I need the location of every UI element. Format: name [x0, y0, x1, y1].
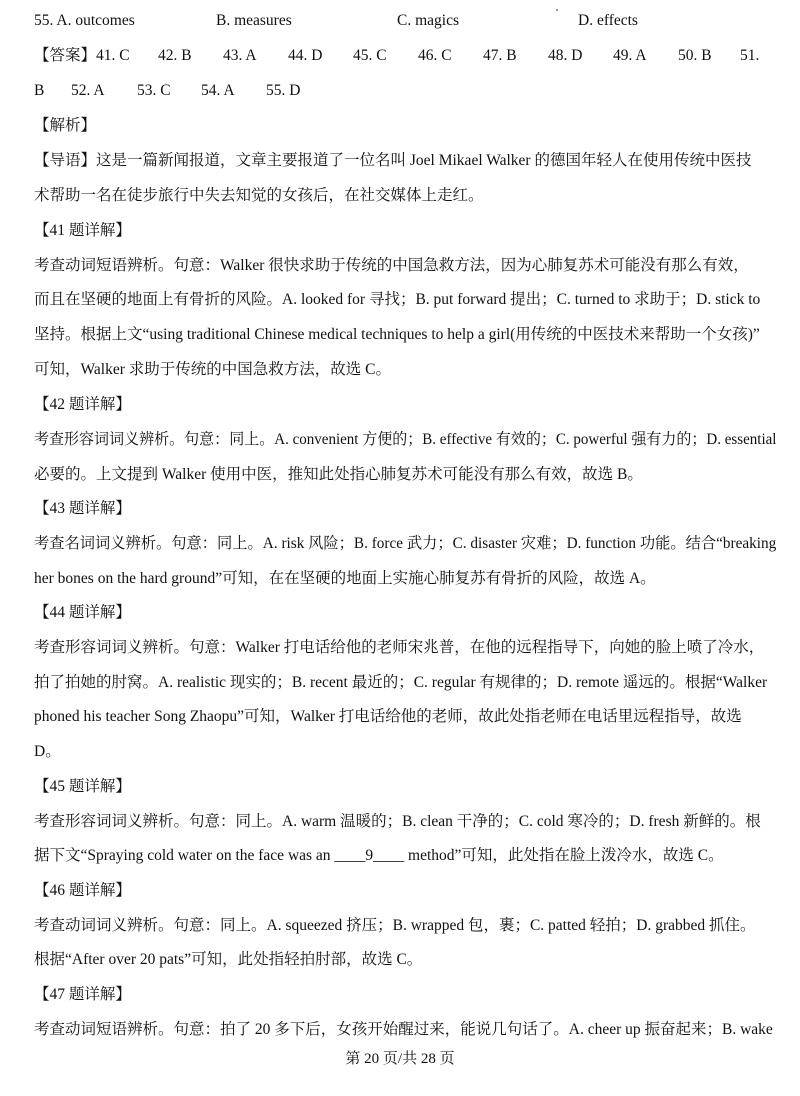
answer-item: 47. B — [483, 47, 517, 64]
answer-item: B — [34, 82, 45, 99]
q45-heading: 【45 题详解】 — [34, 778, 131, 795]
analysis-heading: 【解析】 — [34, 117, 97, 134]
q45-line: 据下文“Spraying cold water on the face was an ____9____ method”可知，此处指在脸上泼冷水，故选 C。 — [34, 847, 724, 864]
q55-option-d: D. effects — [578, 12, 638, 29]
answer-item: 51. — [740, 47, 760, 64]
page-number-footer: 第 20 页/共 28 页 — [345, 1051, 455, 1067]
q41-line: 坚持。根据上文“using traditional Chinese medical techniques to help a girl(用传统的中医技术来帮助一个女孩)” — [34, 326, 760, 343]
guide-line: 【导语】这是一篇新闻报道，文章主要报道了一位名叫 Joel Mikael Walker 的德国年轻人在使用传统中医技 — [34, 152, 752, 169]
answer-item: 42. B — [158, 47, 192, 64]
answer-item: 48. D — [548, 47, 583, 64]
scan-dot — [556, 9, 558, 11]
q42-line: 考查形容词词义辨析。句意：同上。A. convenient 方便的；B. effective 有效的；C. powerful 强有力的；D. essential — [34, 431, 777, 448]
answer-item: 49. A — [613, 47, 647, 64]
q41-heading: 【41 题详解】 — [34, 222, 131, 239]
q43-heading: 【43 题详解】 — [34, 500, 131, 517]
q44-line: D。 — [34, 743, 61, 760]
q46-line: 考查动词词义辨析。句意：同上。A. squeezed 挤压；B. wrapped 包，裹；C. patted 轻拍；D. grabbed 抓住。 — [34, 917, 756, 934]
q41-line: 可知，Walker 求助于传统的中国急救方法，故选 C。 — [34, 361, 391, 378]
q44-line: 考查形容词词义辨析。句意：Walker 打电话给他的老师宋兆普，在他的远程指导下，向她的脸上喷了冷水， — [34, 639, 765, 656]
q43-line: 考查名词词义辨析。句意：同上。A. risk 风险；B. force 武力；C. disaster 灾难；D. function 功能。结合“breaking — [34, 535, 777, 552]
answers-label: 【答案】41. C — [34, 47, 130, 64]
q55-option-a: 55. A. outcomes — [34, 12, 135, 29]
q45-line: 考查形容词词义辨析。句意：同上。A. warm 温暖的；B. clean 干净的；C. cold 寒冷的；D. fresh 新鲜的。根 — [34, 813, 761, 830]
q46-line: 根据“After over 20 pats”可知，此处指轻拍肘部，故选 C。 — [34, 951, 423, 968]
q44-heading: 【44 题详解】 — [34, 604, 131, 621]
guide-line: 术帮助一名在徒步旅行中失去知觉的女孩后，在社交媒体上走红。 — [34, 187, 484, 204]
answer-item: 54. A — [201, 82, 235, 99]
q42-heading: 【42 题详解】 — [34, 396, 131, 413]
answer-item: 55. D — [266, 82, 301, 99]
q55-option-c: C. magics — [397, 12, 459, 29]
q44-line: 拍了拍她的肘窝。A. realistic 现实的；B. recent 最近的；C. regular 有规律的；D. remote 遥远的。根据“Walker — [34, 674, 768, 691]
q41-line: 而且在坚硬的地面上有骨折的风险。A. looked for 寻找；B. put forward 提出；C. turned to 求助于；D. stick to — [34, 291, 761, 308]
answer-item: 50. B — [678, 47, 712, 64]
answer-item: 43. A — [223, 47, 257, 64]
answer-item: 44. D — [288, 47, 323, 64]
q47-line: 考查动词短语辨析。句意：拍了 20 多下后，女孩开始醒过来，能说几句话了。A. cheer up 振奋起来；B. wake — [34, 1021, 773, 1038]
q41-line: 考查动词短语辨析。句意：Walker 很快求助于传统的中国急救方法，因为心肺复苏术可能没有那么有效， — [34, 257, 749, 274]
answer-item: 52. A — [71, 82, 105, 99]
q55-option-b: B. measures — [216, 12, 292, 29]
q47-heading: 【47 题详解】 — [34, 986, 131, 1003]
answer-item: 46. C — [418, 47, 452, 64]
q46-heading: 【46 题详解】 — [34, 882, 131, 899]
answer-item: 45. C — [353, 47, 387, 64]
q44-line: phoned his teacher Song Zhaopu”可知，Walker 打电话给他的老师，故此处指老师在电话里远程指导，故选 — [34, 708, 742, 725]
answer-item: 53. C — [137, 82, 171, 99]
q42-line: 必要的。上文提到 Walker 使用中医，推知此处指心肺复苏术可能没有那么有效，故选 B。 — [34, 466, 643, 483]
q43-line: her bones on the hard ground”可知，在在坚硬的地面上实施心肺复苏有骨折的风险，故选 A。 — [34, 570, 656, 587]
